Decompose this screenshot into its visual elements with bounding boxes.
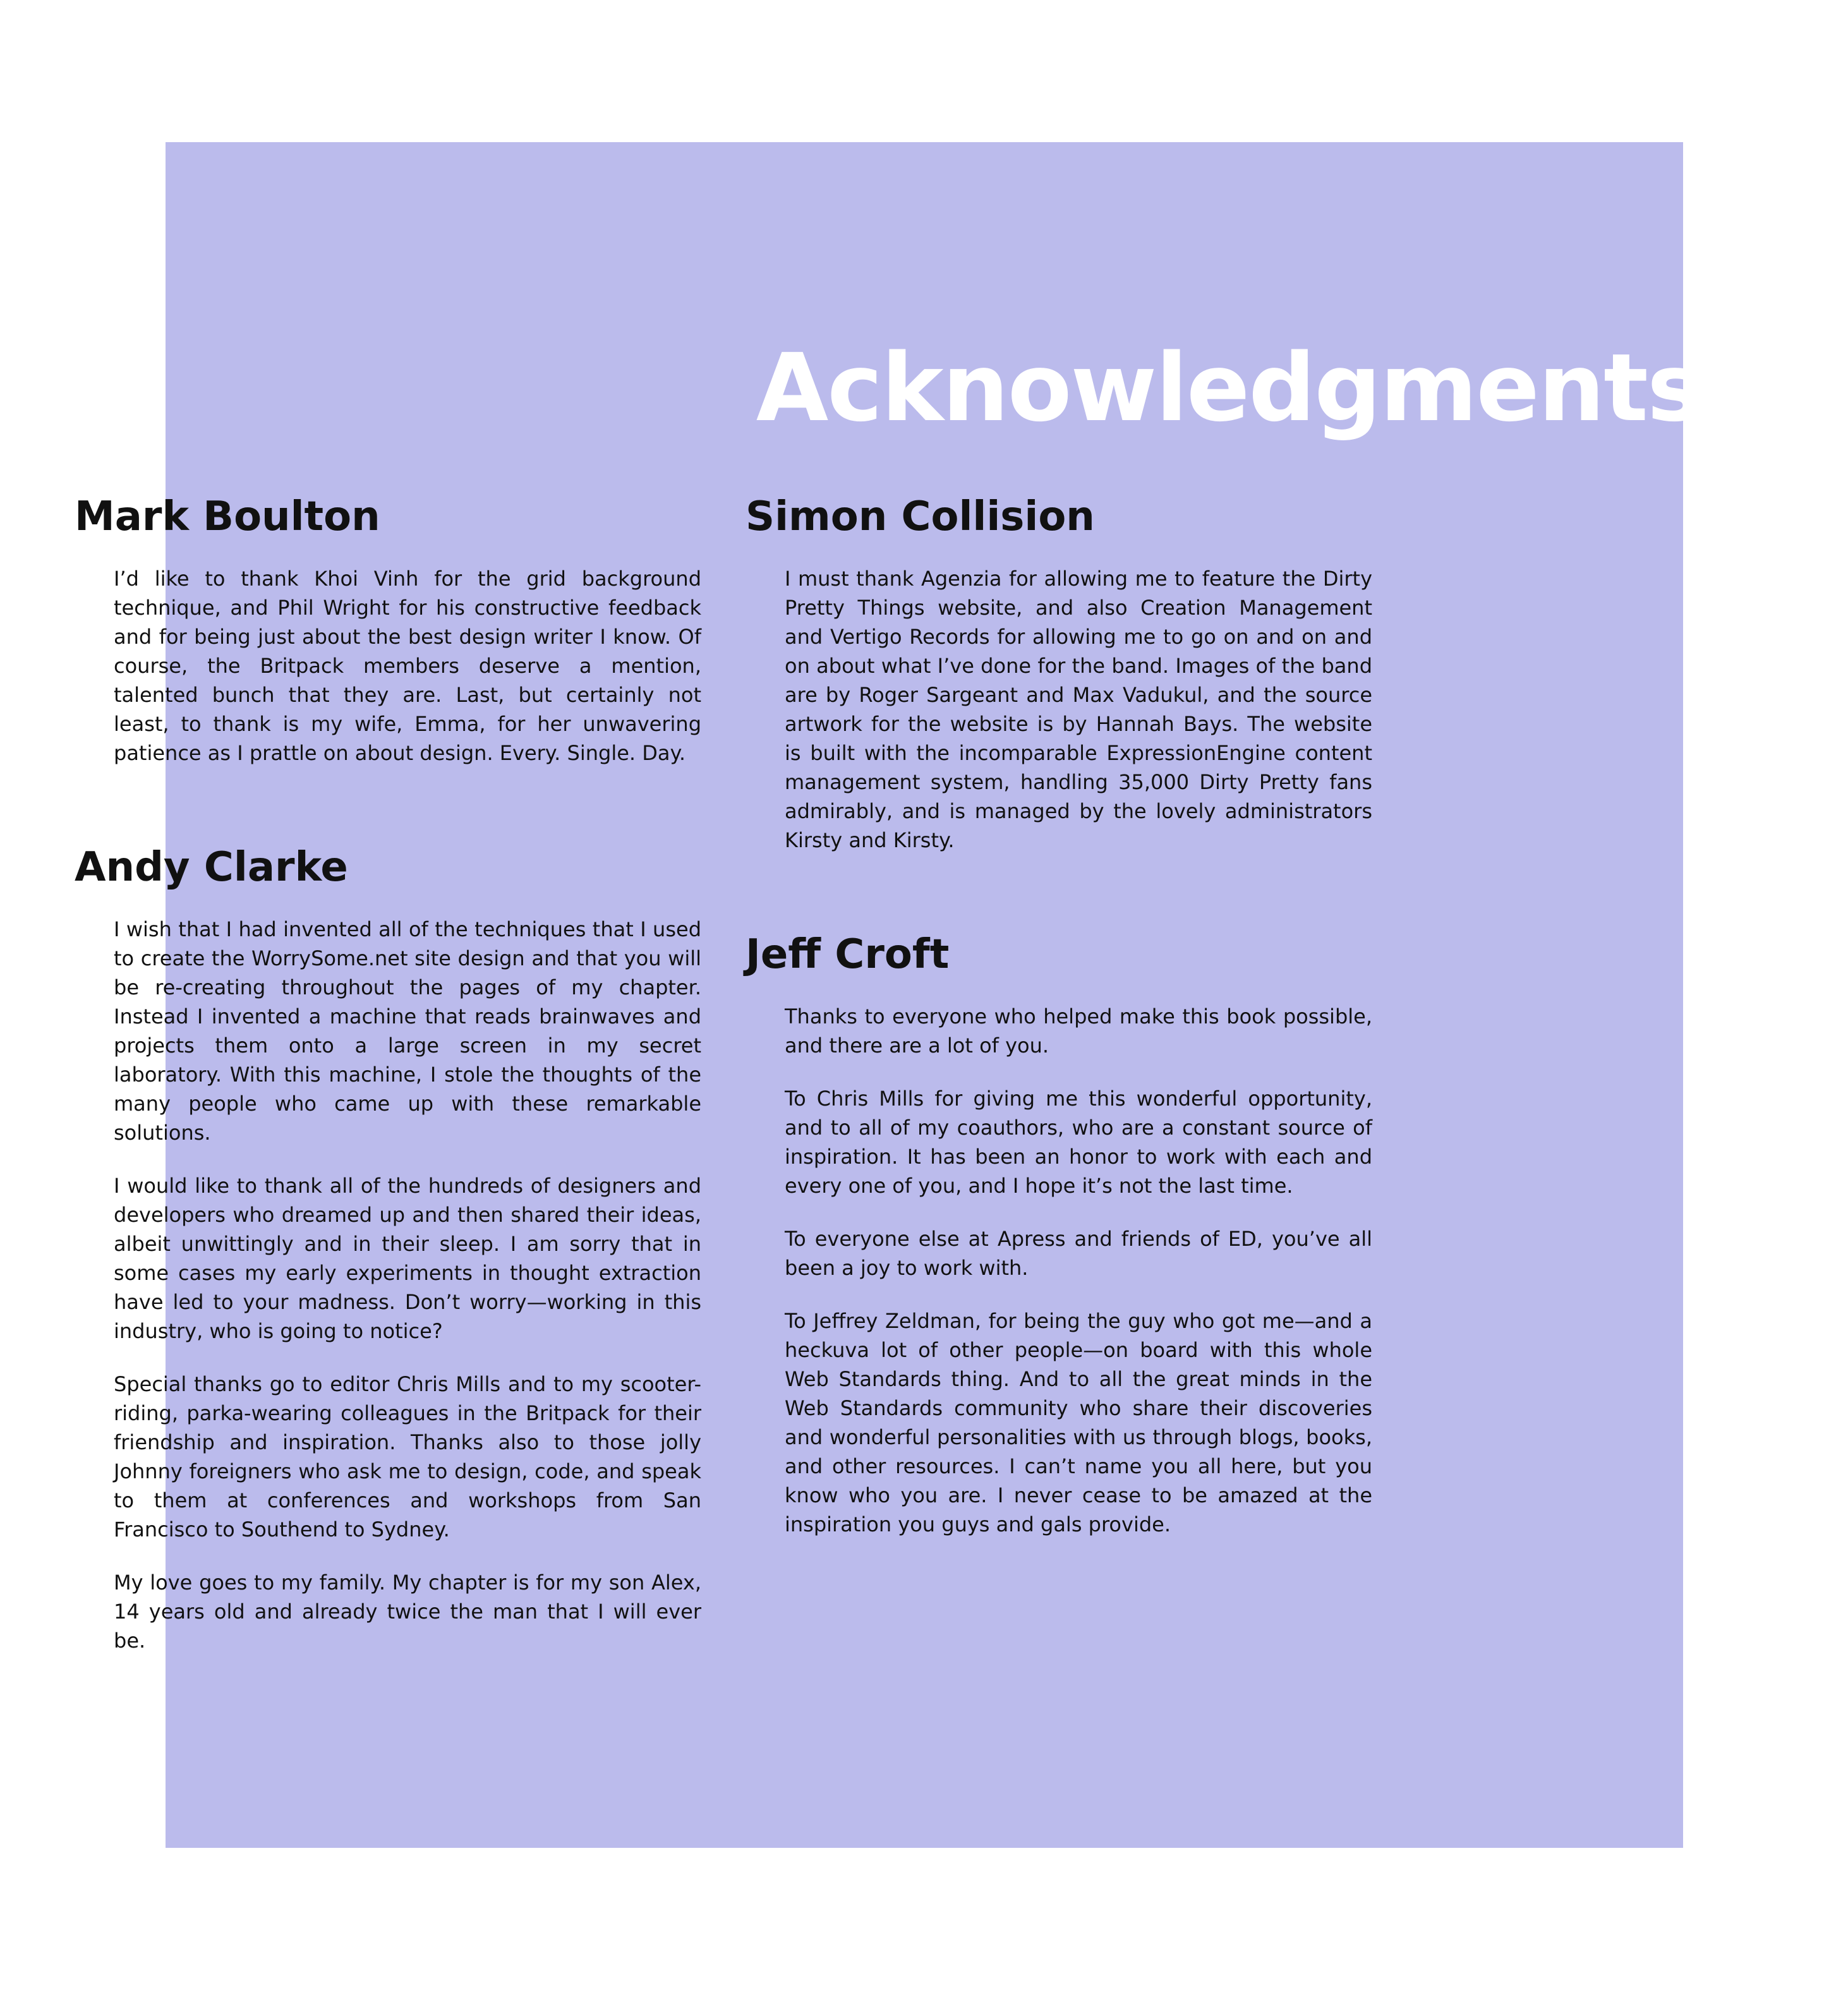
paragraph: To Jeffrey Zeldman, for being the guy who got me—and a heckuva lot of other people—on board with this whole Web Standards thing. And to all the great minds in the Web Standards community who share their discoveries and wonderful personalities with us through blogs, books, and other resources. I can’t name you all here, but you know who you are. I never cease to be amazed at the inspiration you guys and gals provide. — [785, 1308, 1372, 1536]
paragraph: To everyone else at Apress and friends of ED, you’ve all been a joy to work with. — [785, 1226, 1372, 1280]
section-heading: Mark Boulton — [75, 493, 380, 540]
paragraph: I’d like to thank Khoi Vinh for the grid background technique, and Phil Wright for his constructive feedback and for being just about the best design writer I know. Of course, the Britpack members deserve a mention, talented bunch that they are. Last, but certainly not least, to thank is my wife, Emma, for her unwavering patience as I prattle on about design. Every. Single. Day. — [114, 566, 701, 765]
section-mark-boulton — [75, 493, 706, 768]
paragraph: I wish that I had invented all of the techniques that I used to create the WorrySome.net site design and that you will be re-creating throughout the pages of my chapter. Instead I invented a machine that reads brainwaves and projects them onto a large screen in my secret laboratory. With this machine, I stole the thoughts of the many people who came up with these remarkable solutions. — [114, 917, 701, 1145]
paragraph: Thanks to everyone who helped make this book possible, and there are a lot of you. — [785, 1004, 1372, 1058]
paragraph: I would like to thank all of the hundreds of designers and developers who dreamed up and then shared their ideas, albeit unwittingly and in their sleep. I am sorry that in some cases my early experiments in thought extraction have led to your madness. Don’t worry—working in this industry, who is going to notice? — [114, 1173, 701, 1343]
paragraph: I must thank Agenzia for allowing me to feature the Dirty Pretty Things website, and also Creation Management and Vertigo Records for allowing me to go on and on and on about what I’ve done for the band. Images of the band are by Roger Sargeant and Max Vadukul, and the source artwork for the website is by Hannah Bays. The website is built with the incomparable ExpressionEngine content management system, handling 35,000 Dirty Pretty fans admirably, and is managed by the lovely administrators Kirsty and Kirsty. — [785, 566, 1372, 852]
page-title: Acknowledgments — [756, 334, 1701, 442]
section-jeff-croft — [746, 931, 1377, 1539]
section-heading: Jeff Croft — [746, 931, 950, 978]
section-simon-collision — [746, 493, 1377, 855]
section-heading: Simon Collision — [746, 493, 1095, 540]
paragraph: Special thanks go to editor Chris Mills and to my scooter-riding, parka-wearing colleagues in the Britpack for their friendship and inspiration. Thanks also to those jolly Johnny foreigners who ask me to design, code, and speak to them at conferences and workshops from San Francisco to Southend to Sydney. — [114, 1372, 701, 1541]
paragraph: To Chris Mills for giving me this wonderful opportunity, and to all of my coauthors, who are a constant source of inspiration. It has been an honor to work with each and every one of you, and I hope it’s not the last time. — [785, 1086, 1372, 1198]
left-column — [75, 493, 706, 1731]
paragraph: My love goes to my family. My chapter is for my son Alex, 14 years old and already twice the man that I will ever be. — [114, 1570, 701, 1653]
right-column — [746, 493, 1377, 1615]
section-andy-clarke — [75, 843, 706, 1655]
section-heading: Andy Clarke — [75, 843, 348, 891]
